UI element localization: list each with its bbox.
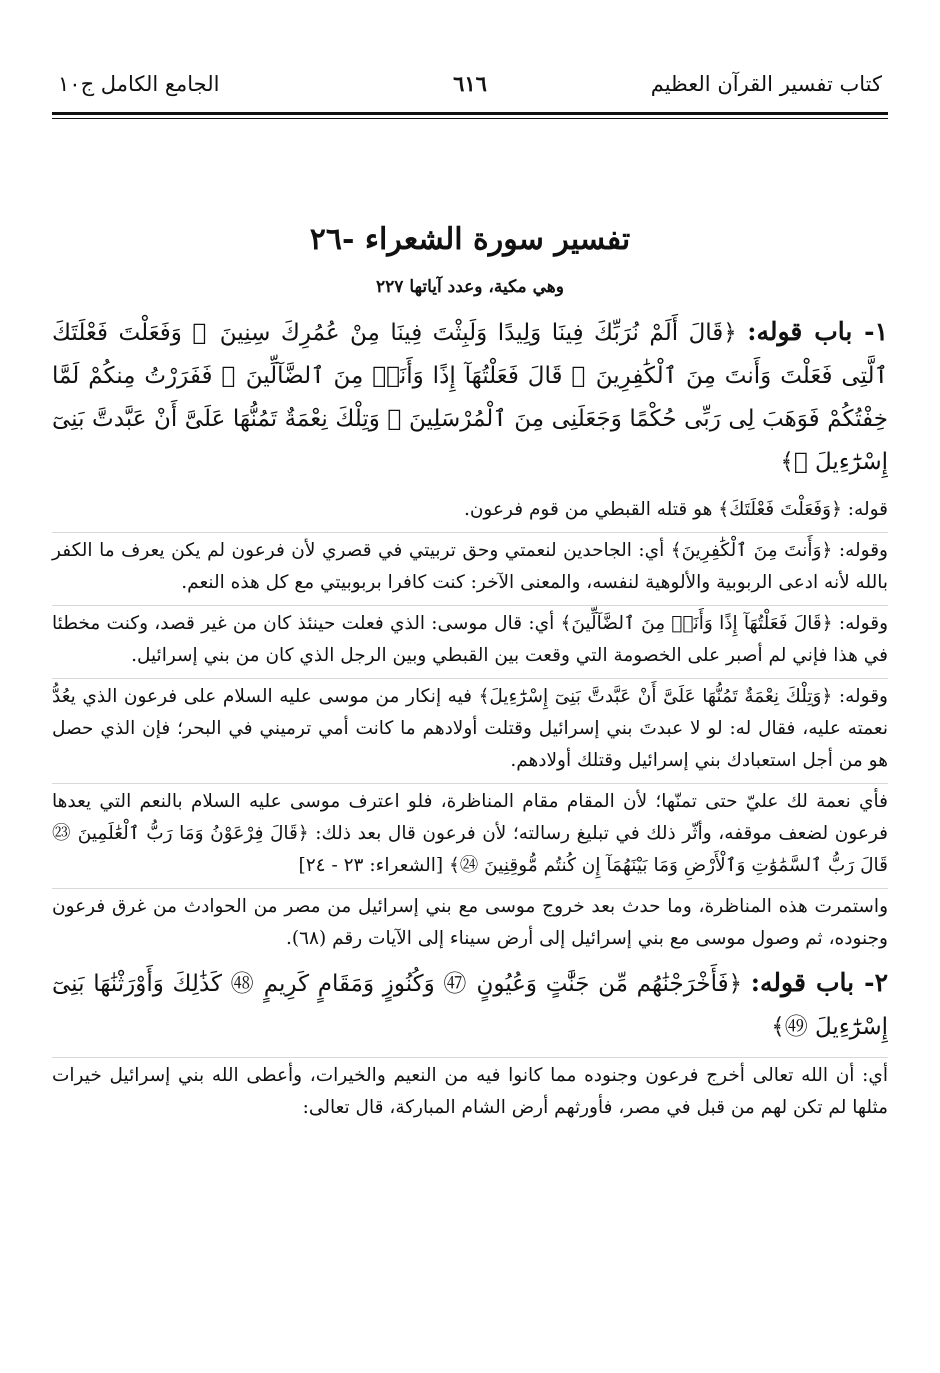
commentary-paragraph-6: واستمرت هذه المناظرة، وما حدث بعد خروج موسى مع بني إسرائيل من مصر من الحوادث من غرق فرعون وجنوده، ثم وصول موسى مع بني إسرائيل إلى أرض سيناء إلى الآيات رقم (٦٨). — [52, 888, 888, 955]
commentary-paragraph-7: أي: أن الله تعالى أخرج فرعون وجنوده مما كانوا فيه من النعيم والخيرات، وأعطى الله بني إسرائيل خيرات مثلها لم تكن لهم من قبل في مصر، فأورثهم أرض الشام المباركة، قال تعالى: — [52, 1057, 888, 1124]
header-rule-thick — [52, 112, 888, 115]
section-2-heading — [52, 961, 888, 1049]
commentary-paragraph-2: وقوله: ﴿وَأَنتَ مِنَ ٱلْكَٰفِرِينَ﴾ أي: الجاحدين لنعمتي وحق تربيتي في قصري لأن فرعون لم يكن يعرف ما الكفر بالله لأنه ادعى الربوبية والألوهية لنفسه، والمعنى الآخر: كنت كافرا بربوبيتي مع كل هذه النعم. — [52, 532, 888, 599]
section-1-verses: ﴿قَالَ أَلَمْ نُرَبِّكَ فِينَا وَلِيدًا وَلَبِثْتَ فِينَا مِنْ عُمُرِكَ سِنِينَ ⑱ وَفَعَلْتَ فَعْلَتَكَ ٱلَّتِى فَعَلْتَ وَأَنتَ مِنَ ٱلْكَٰفِرِينَ ⑲ قَالَ فَعَلْتُهَآ إِذًا وَأَنَا۠ مِنَ ٱلضَّآلِّينَ ⑳ فَفَرَرْتُ مِنكُمْ لَمَّا خِفْتُكُمْ فَوَهَبَ لِى رَبِّى حُكْمًا وَجَعَلَنِى مِنَ ٱلْمُرْسَلِينَ ㉑ وَتِلْكَ نِعْمَةٌ تَمُنُّهَا عَلَىَّ أَنْ عَبَّدتَّ بَنِىٓ إِسْرَٰٓءِيلَ ㉒﴾ — [52, 320, 888, 475]
section-2-label: ٢- باب قوله: — [750, 968, 888, 997]
volume-title: الجامع الكامل ج١٠ — [58, 72, 220, 96]
section-1-label: ١- باب قوله: — [747, 317, 888, 346]
page-number: ٦١٦ — [453, 71, 487, 96]
surah-subtitle: وهي مكية، وعدد آياتها ٢٢٧ — [376, 277, 564, 297]
commentary-paragraph-1: قوله: ﴿وَفَعَلْتَ فَعْلَتَكَ﴾ هو قتله القبطي من قوم فرعون. — [463, 499, 888, 520]
section-1-heading — [52, 310, 888, 484]
page-content — [52, 218, 888, 1130]
commentary-paragraph-4: وقوله: ﴿وَتِلْكَ نِعْمَةٌ تَمُنُّهَا عَلَىَّ أَنْ عَبَّدتَّ بَنِىٓ إِسْرَٰٓءِيلَ﴾ فيه إنكار من موسى عليه السلام على فرعون الذي يعُدُّ نعمته عليه، فقال له: لو لا عبدتَ بني إسرائيل وقتلت أولادهم ما كانت أمي ترميني في البحر؛ فإن الذي حصل هو من أجل استعبادك بني إسرائيل وقتلك أولادهم. — [52, 678, 888, 777]
commentary-paragraph-3: وقوله: ﴿قَالَ فَعَلْتُهَآ إِذًا وَأَنَا۠ مِنَ ٱلضَّآلِّينَ﴾ أي: قال موسى: الذي فعلت حينئذ كان من غير قصد، وكنت مخطئا في هذا فإني لم أصبر على الخصومة التي وقعت بين القبطي وبين الرجل الذي كان من بني إسرائيل. — [52, 605, 888, 672]
surah-title: تفسير سورة الشعراء -٢٦ — [309, 222, 631, 257]
section-2-verses: ﴿فَأَخْرَجْنَٰهُم مِّن جَنَّٰتٍ وَعُيُونٍ ㊼ وَكُنُوزٍ وَمَقَامٍ كَرِيمٍ ㊽ كَذَٰلِكَ وَأَوْرَثْنَٰهَا بَنِىٓ إِسْرَٰٓءِيلَ ㊾﴾ — [52, 971, 888, 1040]
page-header — [58, 64, 882, 104]
header-rule-thin — [52, 118, 888, 119]
book-title: كتاب تفسير القرآن العظيم — [650, 72, 882, 96]
commentary-paragraph-5: فأي نعمة لك عليّ حتى تمنّها؛ لأن المقام مقام المناظرة، فلو اعترف موسى عليه السلام بالنعم التي يعدها فرعون لضعف موقفه، وأثّر ذلك في تبليغ رسالته؛ لأن فرعون قال بعد ذلك: ﴿قَالَ فِرْعَوْنُ وَمَا رَبُّ ٱلْعَٰلَمِينَ ㉓ قَالَ رَبُّ ٱلسَّمَٰوَٰتِ وَٱلْأَرْضِ وَمَا بَيْنَهُمَآ إِن كُنتُم مُّوقِنِينَ ㉔﴾ [الشعراء: ٢٣ - ٢٤] — [52, 783, 888, 882]
